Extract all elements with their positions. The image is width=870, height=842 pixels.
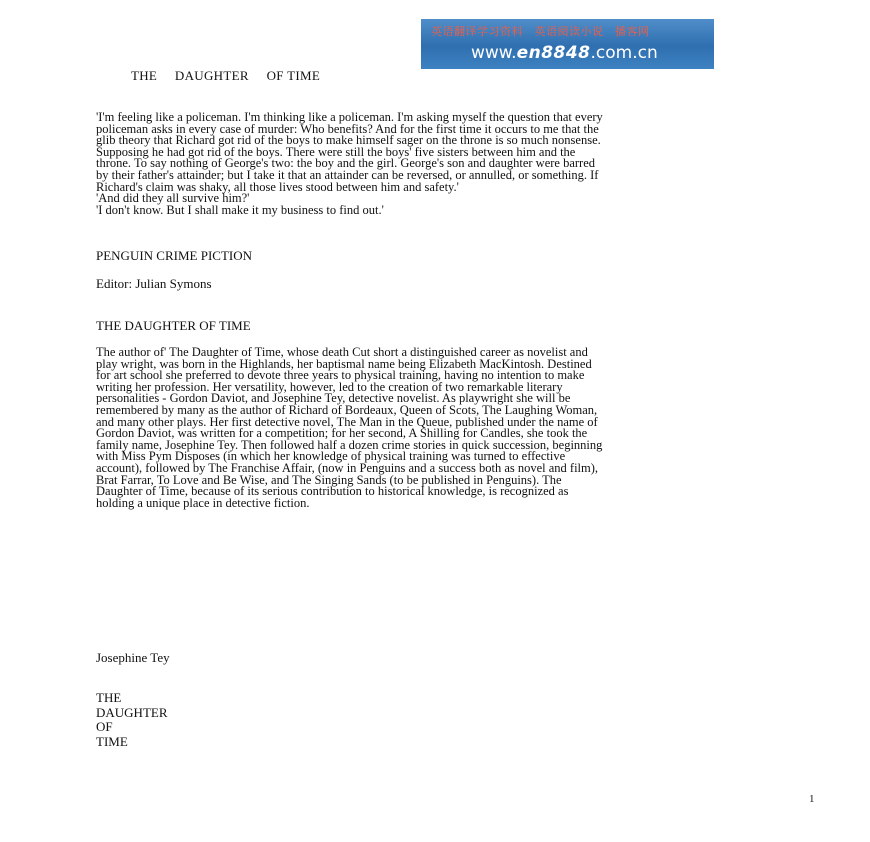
bio-line: for art school she preferred to devote three years to physical training, having no intention to make [96, 368, 585, 383]
quote-line: Richard's claim was shaky, all those lives stood between him and safety.' [96, 179, 459, 194]
author-name: Josephine Tey [96, 650, 170, 665]
bio-line: Daughter of Time, because of its serious contribution to historical knowledge, is recognized as [96, 484, 569, 499]
author-bio-paragraph [96, 347, 816, 509]
banner-url-brand: en8848 [516, 43, 591, 63]
bio-line: The author of' The Daughter of Time, whose death Cut short a distinguished career as novelist and [96, 345, 588, 359]
bio-line: and many other plays. Her first detective novel, The Man in the Queue, published under the name of [96, 414, 598, 429]
bio-line: family name, Josephine Tey. Then followed half a dozen crime stories in quick succession, beginning [96, 437, 603, 452]
quote-line: throne. To say nothing of George's two: the boy and the girl. George's son and daughter were barred [96, 156, 595, 171]
title-stack-word: OF [96, 719, 113, 734]
quote-line: by their father's attainder; but I take it that an attainder can be reversed, or annulled, or something. If [96, 167, 599, 182]
bio-line: personalities - Gordon Daviot, and Josephine Tey, detective novelist. As playwright she will be [96, 391, 571, 406]
quote-line: policeman asks in every case of murder: Who benefits? And for the first time it occurs to me that the [96, 121, 599, 136]
page-number: 1 [809, 793, 815, 805]
banner-chinese-text: 英语翻译学习资料 英语阅读小说 播客网 [431, 25, 650, 38]
series-name: PENGUIN CRIME PICTION [96, 248, 252, 263]
title-stack-word: DAUGHTER [96, 704, 168, 720]
section-title: THE DAUGHTER OF TIME [96, 318, 251, 333]
quote-paragraph [96, 112, 816, 216]
quote-line: 'And did they all survive him?' [96, 191, 250, 206]
quote-line: 'I don't know. But I shall make it my business to find out.' [96, 202, 384, 217]
quote-line: Supposing he had got rid of the boys. There were still the boys' five sisters between him and the [96, 144, 576, 159]
bio-line: account), followed by The Franchise Affair, (now in Penguins and a success both as novel and film), [96, 460, 599, 475]
bio-line: remembered by many as the author of Richard of Bordeaux, Queen of Scots, The Laughing Woman, [96, 402, 598, 417]
bio-line: Gordon Daviot, was written for a competition; for her second, A Shilling for Candles, she took the [96, 426, 588, 441]
banner-url-suffix: .com.cn [590, 43, 658, 63]
bio-line: play wright, was born in the Highlands, her baptismal name being Elizabeth MacKintosh. Destined [96, 356, 592, 371]
title-stack-word: THE [96, 690, 122, 705]
bio-line: with Miss Pym Disposes (in which her knowledge of physical training was turned to effective [96, 449, 566, 464]
quote-line: 'I'm feeling like a policeman. I'm thinking like a policeman. I'm asking myself the question that every [96, 110, 603, 124]
title-stack [96, 691, 816, 749]
running-header-title: THE DAUGHTER OF TIME [131, 68, 321, 83]
quote-line: glib theory that Richard got rid of the boys to make himself sager on the throne is so much nonsense. [96, 133, 601, 148]
banner-url [471, 43, 658, 63]
title-stack-word: TIME [96, 733, 128, 749]
bio-line: Brat Farrar, To Love and Be Wise, and The Singing Sands (to be published in Penguins). The [96, 472, 562, 487]
editor-line: Editor: Julian Symons [96, 276, 212, 291]
bio-line: holding a unique place in detective fiction. [96, 495, 310, 510]
banner-url-prefix: www. [471, 43, 517, 63]
site-banner[interactable] [421, 19, 714, 69]
bio-line: writing her profession. Her versatility, however, led to the creation of two remarkable literary [96, 379, 563, 394]
